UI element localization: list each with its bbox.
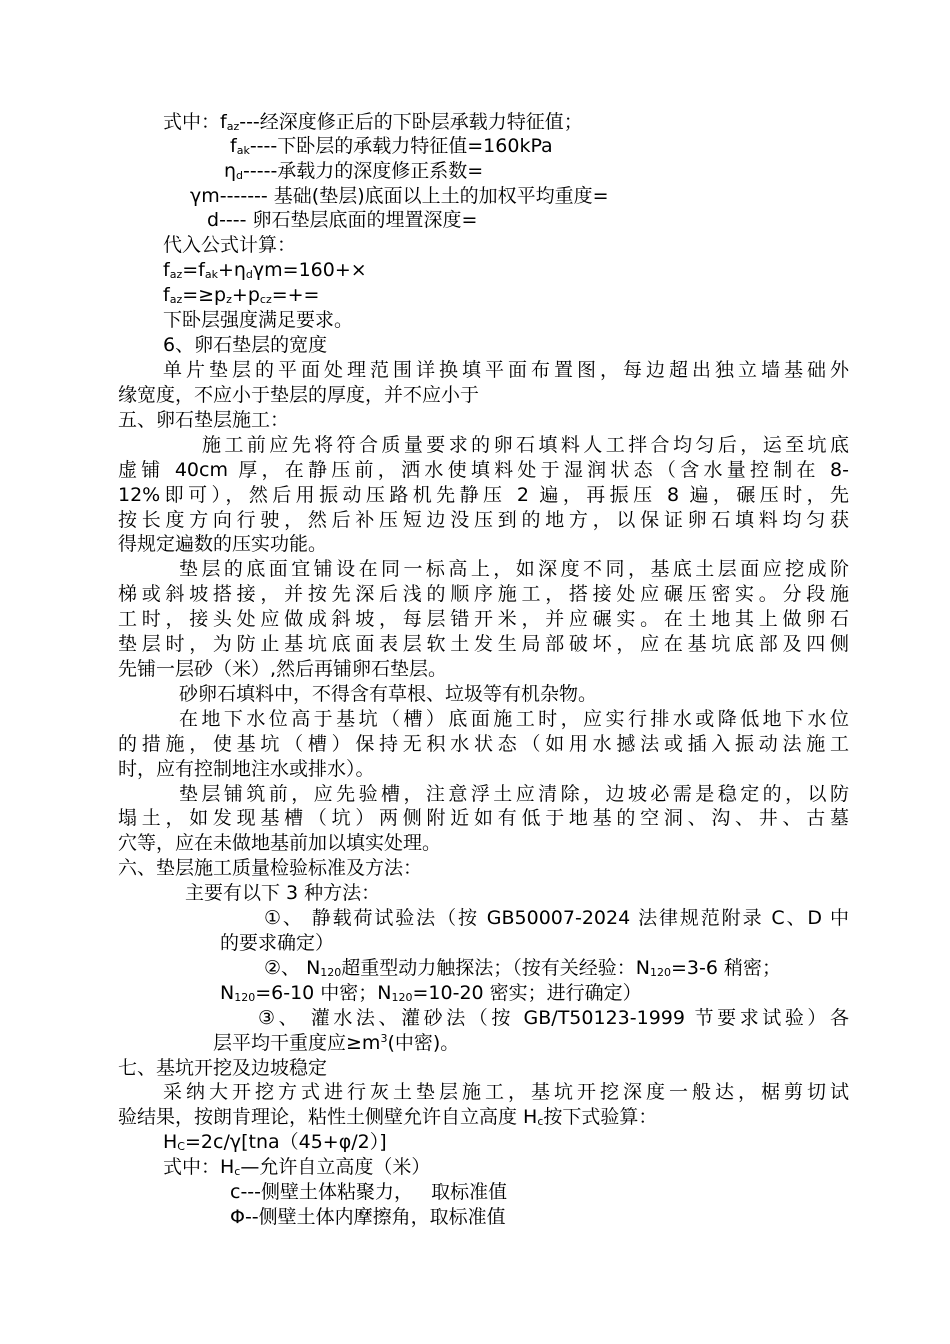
method-item-1: ①、 静载荷试验法（按 GB50007-2024 法律规范附录 C、D 中 bbox=[264, 907, 849, 929]
text-line: 施工前应先将符合质量要求的卵石填料人工拌合均匀后，运至坑底 bbox=[202, 434, 849, 456]
section-heading: 五、卵石垫层施工： bbox=[118, 409, 290, 431]
text-line: $N_{120}=6-10$ 中密；$N_{120}=10-20$ 密实；进行确定） bbox=[220, 982, 642, 1004]
method-item-2: ②、 $N_{120}$超重型动力触探法；（按有关经验：$N_{120}=3-6$ 稍密； bbox=[264, 957, 782, 979]
text-line: 工时，接头处应做成斜坡，每层错开米，并应碾实。在土地其上做卵石 bbox=[118, 608, 849, 630]
formula-faz: $f_{az}=f_{ak}+\eta_d\gamma m=160+\times$ bbox=[163, 259, 367, 281]
text-line: 时，应有控制地注水或排水）。 bbox=[118, 758, 375, 780]
text-line: 的措施，使基坑（槽）保持无积水状态（如用水撼法或插入振动法施工 bbox=[118, 733, 849, 755]
subsection-heading: 6、卵石垫层的宽度 bbox=[163, 334, 328, 356]
text-line: 垫层铺筑前，应先验槽，注意浮土应清除，边坡必需是稳定的，以防 bbox=[179, 783, 849, 805]
formula-check: $f_{az}=\ge p_z+p_{cz}=+=$ bbox=[163, 284, 320, 306]
text-line: 塌土，如发现基槽（坑）两侧附近如有低于地基的空洞、沟、井、古墓 bbox=[118, 807, 849, 829]
text-line: 代入公式计算： bbox=[163, 234, 297, 256]
text-line: 验结果，按朗肯理论，粘性土侧壁允许自立高度 $H_c$按下式验算： bbox=[118, 1106, 658, 1128]
formula-legend-faz: 式中：$f_{az}---$经深度修正后的下卧层承载力特征值； bbox=[163, 111, 583, 133]
formula-legend-hc: 式中：$H_c—$允许自立高度（米） bbox=[163, 1156, 431, 1178]
formula-legend-phi: Φ--侧壁土体内摩擦角，取标准值 bbox=[230, 1206, 506, 1228]
text-line: 穴等，应在未做地基前加以填实处理。 bbox=[118, 832, 442, 854]
method-item-3: ③、 灌水法、灌砂法（按 GB/T50123-1999 节要求试验）各 bbox=[258, 1007, 849, 1029]
formula-hc: $H_C=2c/\gamma[tna(45+\varphi/2)]$ bbox=[163, 1131, 387, 1153]
formula-legend-c: c---侧壁土体粘聚力， 取标准值 bbox=[230, 1181, 508, 1203]
text-line: 12%即可），然后用振动压路机先静压 2 遍，再振压 8 遍，碾压时，先 bbox=[118, 484, 849, 506]
formula-legend-d: d---- 卵石垫层底面的埋置深度= bbox=[207, 209, 478, 231]
section-heading: 六、垫层施工质量检验标准及方法： bbox=[118, 857, 423, 879]
text-line: 在地下水位高于基坑（槽）底面施工时，应实行排水或降低地下水位 bbox=[179, 708, 849, 730]
text-line: 按长度方向行驶，然后补压短边没压到的地方，以保证卵石填料均匀获 bbox=[118, 509, 849, 531]
text-line: 层平均干重度应$\ge m^3$(中密)。 bbox=[213, 1032, 460, 1054]
formula-legend-fak: $f_{ak}----$下卧层的承载力特征值=160kPa bbox=[230, 135, 553, 157]
formula-legend-eta: $\eta_d-----$承载力的深度修正系数= bbox=[224, 160, 484, 182]
text-line: 下卧层强度满足要求。 bbox=[163, 309, 354, 331]
text-line: 得规定遍数的压实功能。 bbox=[118, 533, 328, 555]
section-heading: 七、基坑开挖及边坡稳定 bbox=[118, 1057, 328, 1079]
text-line: 的要求确定） bbox=[220, 932, 335, 954]
text-line: 垫层时，为防止基坑底面表层软土发生局部破坏，应在基坑底部及四侧 bbox=[118, 633, 849, 655]
formula-legend-gamma: γm------- 基础(垫层)底面以上土的加权平均重度= bbox=[190, 185, 609, 207]
text-line: 单片垫层的平面处理范围详换填平面布置图，每边超出独立墙基础外 bbox=[163, 359, 849, 381]
text-line: 砂卵石填料中，不得含有草根、垃圾等有机杂物。 bbox=[179, 683, 598, 705]
text-line: 梯或斜坡搭接，并按先深后浅的顺序施工，搭接处应碾压密实。分段施 bbox=[118, 583, 849, 605]
text-line: 虚铺 40cm 厚，在静压前，洒水使填料处于湿润状态（含水量控制在 8- bbox=[118, 459, 849, 481]
text-line: 主要有以下 3 种方法： bbox=[185, 882, 381, 904]
text-line: 采纳大开挖方式进行灰土垫层施工，基坑开挖深度一般达，椐剪切试 bbox=[163, 1081, 849, 1103]
text-line: 垫层的底面宜铺设在同一标高上，如深度不同，基底土层面应挖成阶 bbox=[179, 558, 849, 580]
text-line: 先铺一层砂（米）,然后再铺卵石垫层。 bbox=[118, 658, 448, 680]
text-line: 缘宽度，不应小于垫层的厚度，并不应小于 bbox=[118, 384, 480, 406]
